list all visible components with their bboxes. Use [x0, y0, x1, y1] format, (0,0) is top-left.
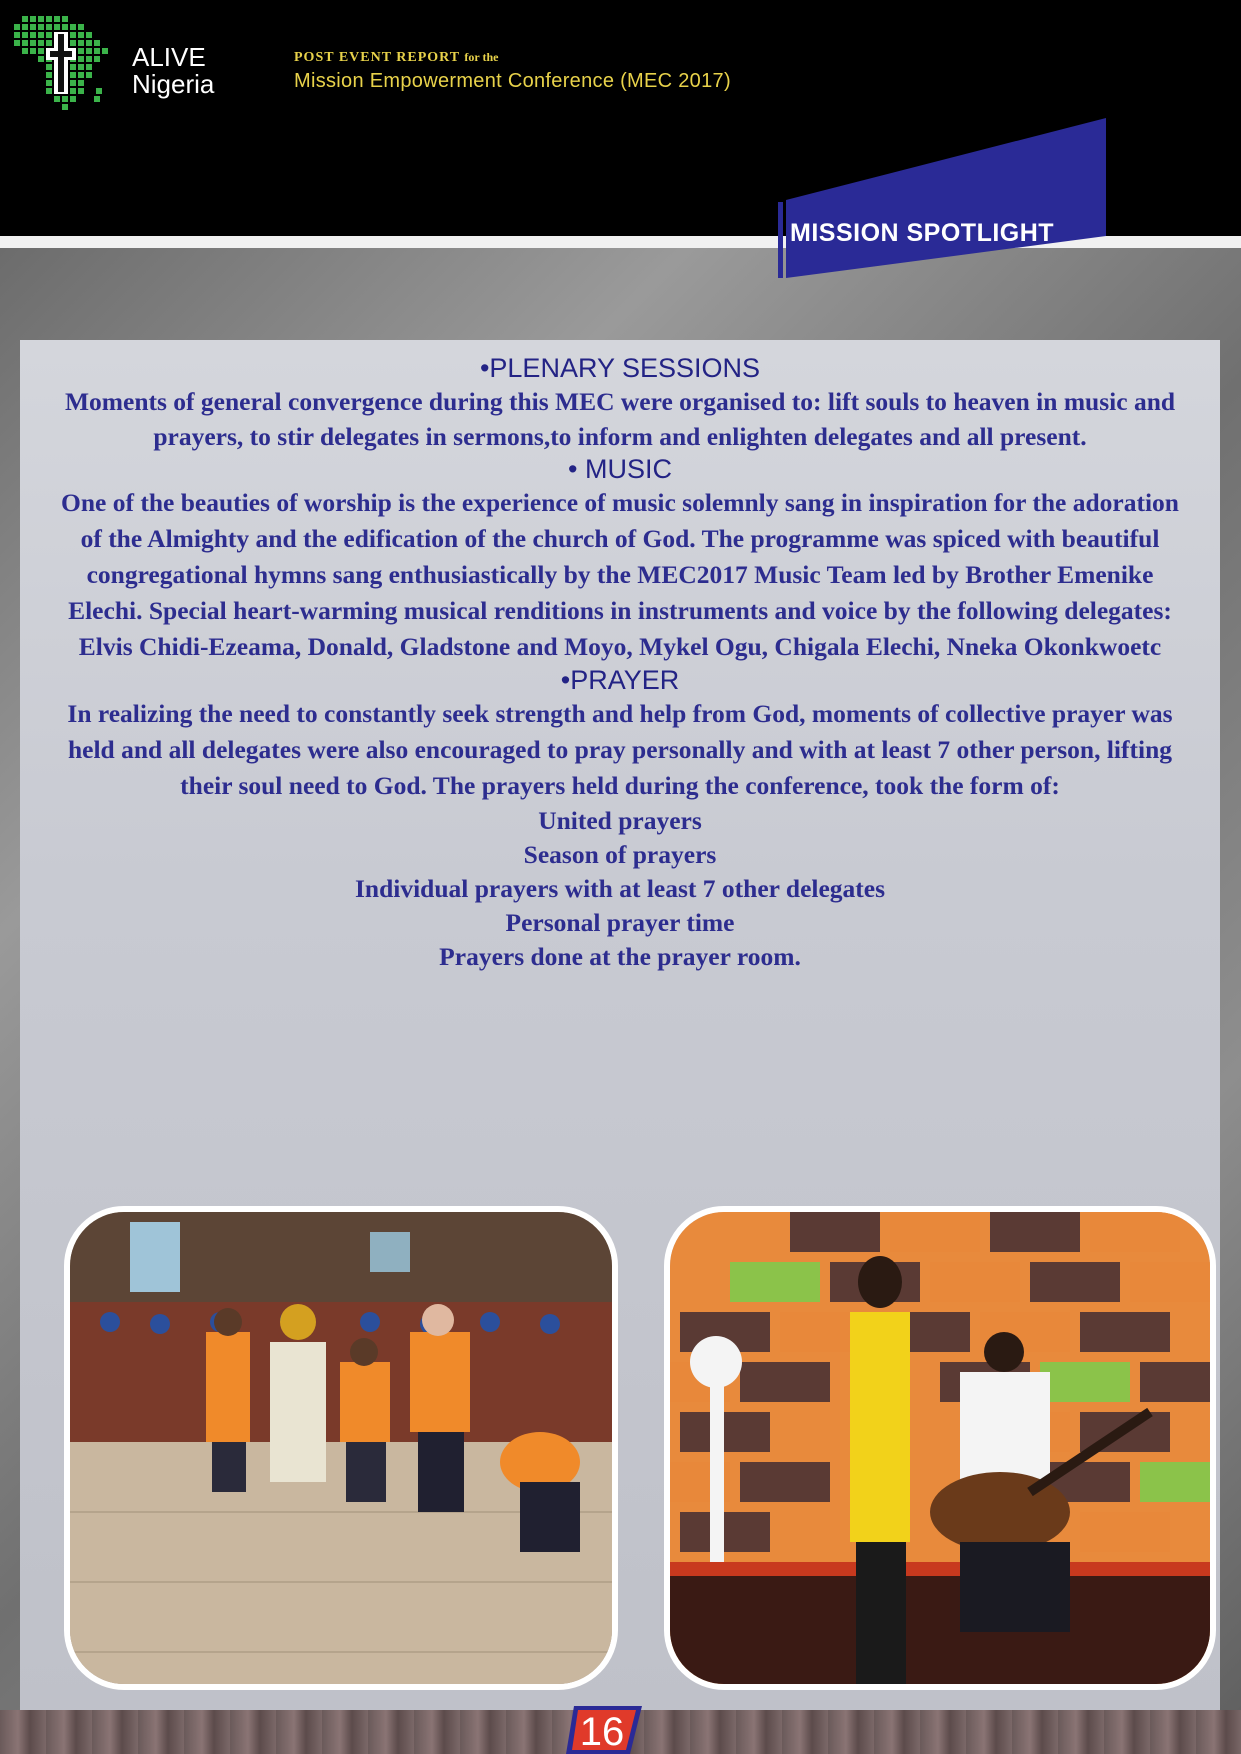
music-paragraph: One of the beauties of worship is the experience of music solemnly sang in inspiration for the adoration of the Almighty and the edification of the church of God. The programme was spiced with beautiful congregational hymns sang enthusiastically by the MEC2017 Music Team led by Brother Emenike Elechi. Special heart-warming musical renditions in instruments and voice by the following delegates: Elvis Chidi-Ezeama, Donald, Gladstone and Moyo, Mykel Ogu, Chigala Elechi, Nneka Okonkwoetc — [61, 488, 1179, 661]
africa-cross-logo-icon — [10, 10, 120, 120]
photo-music-team — [664, 1206, 1216, 1690]
prayer-form-item: United prayers — [538, 806, 702, 835]
report-title-suffix: for the — [464, 50, 499, 64]
plenary-heading: •PLENARY SESSIONS — [479, 353, 761, 383]
prayer-heading: •PRAYER — [560, 665, 680, 695]
prayer-form-item: Prayers done at the prayer room. — [439, 942, 801, 971]
plenary-paragraph: Moments of general convergence during this MEC were organised to: lift souls to heaven in music and prayers, to stir delegates in sermons,to inform and enlighten delegates and all present. — [64, 387, 1176, 451]
logo-wordmark — [132, 44, 214, 98]
prayer-form-item: Season of prayers — [523, 840, 717, 869]
report-subtitle: Mission Empowerment Conference (MEC 2017) — [294, 70, 731, 92]
logo-line-nigeria: Nigeria — [132, 69, 215, 99]
mission-spotlight-banner-shape — [778, 118, 1108, 278]
report-title-prefix: POST EVENT REPORT — [294, 50, 460, 65]
logo-line-alive: ALIVE — [132, 42, 206, 72]
music-heading: • MUSIC — [568, 454, 672, 484]
prayer-forms-list — [52, 804, 1188, 974]
photo-delegates-praying — [64, 1206, 618, 1690]
section-label: MISSION SPOTLIGHT — [790, 219, 1055, 247]
article-body — [52, 353, 1188, 974]
prayer-form-item: Personal prayer time — [505, 908, 735, 937]
report-title — [294, 50, 499, 66]
prayer-paragraph: In realizing the need to constantly seek strength and help from God, moments of collective prayer was held and all delegates were also encouraged to pray personally and with at least 7 other person, lifting their soul need to God. The prayers held during the conference, took the form of: — [67, 699, 1173, 800]
page-number: 16 — [579, 1710, 625, 1754]
prayer-form-item: Individual prayers with at least 7 other delegates — [354, 874, 886, 903]
